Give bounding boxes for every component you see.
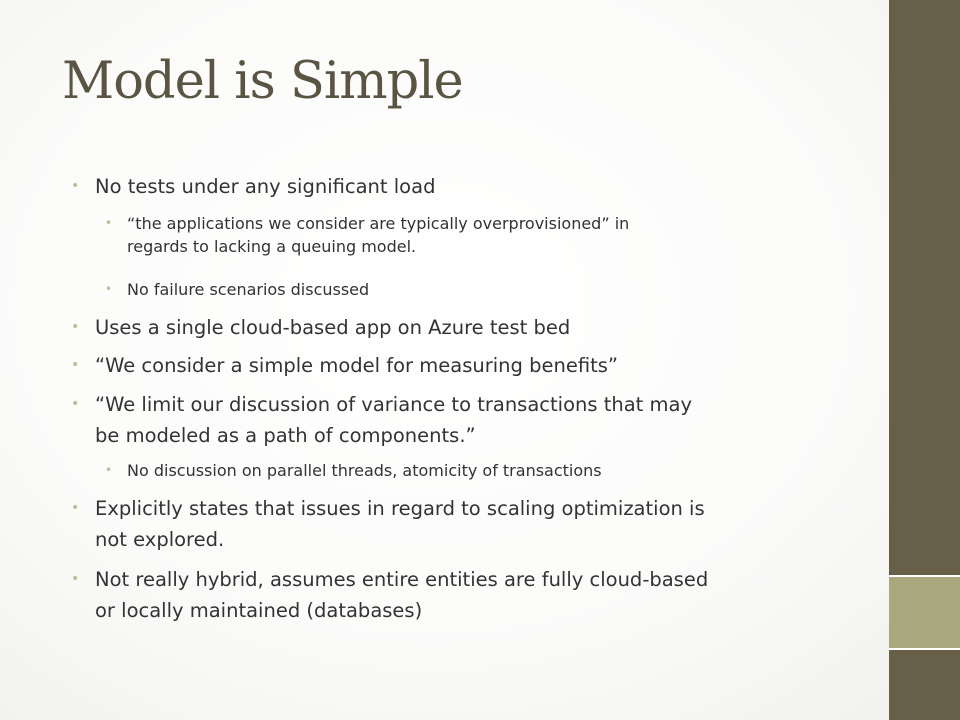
bullet-text: or locally maintained (databases): [95, 599, 423, 622]
sub-bullet-continuation: [127, 235, 416, 258]
bullet-dot-icon: •: [71, 396, 80, 412]
bullet-dot-icon: •: [71, 571, 80, 587]
bullet-text: “We consider a simple model for measuring benefits”: [95, 354, 619, 377]
bullet-dot-icon: •: [105, 463, 113, 477]
bullet-text: No discussion on parallel threads, atomicity of transactions: [127, 461, 602, 480]
bullet-item: [71, 494, 705, 523]
decorative-divider: [889, 575, 960, 577]
bullet-dot-icon: •: [71, 357, 80, 373]
bullet-text: “the applications we consider are typically overprovisioned” in: [127, 214, 630, 233]
bullet-continuation: [95, 596, 422, 625]
bullet-text: Not really hybrid, assumes entire entities are fully cloud-based: [95, 568, 709, 591]
bullet-text: be modeled as a path of components.”: [95, 424, 476, 447]
bullet-dot-icon: •: [71, 319, 80, 335]
sub-bullet-item: [105, 459, 602, 482]
decorative-accent-band: [889, 576, 960, 648]
bullet-text: No tests under any significant load: [95, 175, 436, 198]
bullet-text: not explored.: [95, 528, 225, 551]
decorative-divider: [889, 648, 960, 650]
bullet-dot-icon: •: [105, 282, 113, 296]
bullet-item: [71, 390, 693, 419]
bullet-continuation: [95, 421, 476, 450]
bullet-text: Uses a single cloud-based app on Azure test bed: [95, 316, 571, 339]
bullet-text: regards to lacking a queuing model.: [127, 237, 417, 256]
bullet-dot-icon: •: [71, 500, 80, 516]
bullet-text: No failure scenarios discussed: [127, 280, 370, 299]
sub-bullet-item: [105, 278, 370, 301]
bullet-dot-icon: •: [71, 178, 80, 194]
bullet-item: [71, 351, 619, 380]
slide-title: Model is Simple: [62, 52, 463, 111]
bullet-item: [71, 313, 571, 342]
bullet-text: Explicitly states that issues in regard to scaling optimization is: [95, 497, 705, 520]
bullet-continuation: [95, 525, 224, 554]
sub-bullet-item: [105, 212, 630, 235]
bullet-dot-icon: •: [105, 216, 113, 230]
bullet-item: [71, 172, 436, 201]
bullet-text: “We limit our discussion of variance to transactions that may: [95, 393, 693, 416]
bullet-item: [71, 565, 709, 594]
